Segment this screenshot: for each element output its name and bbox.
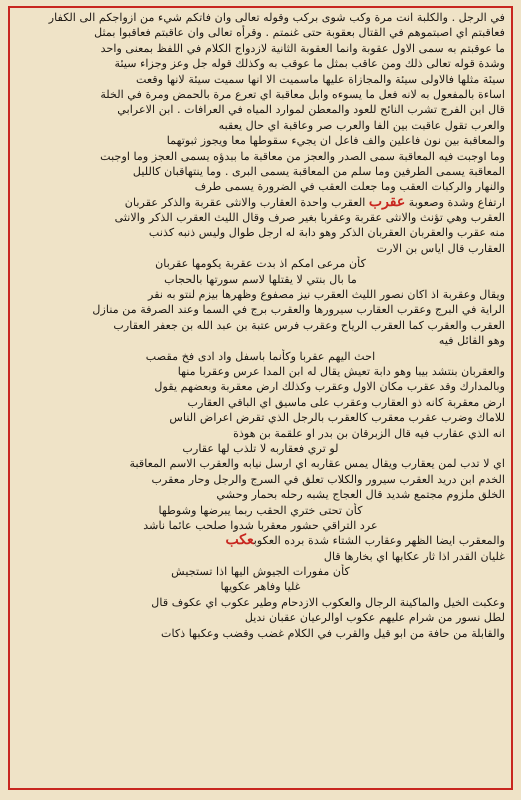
verse-line: غليا وفاهر عكويها [220, 580, 301, 594]
text-line: سيئة مثلها فالاولى سيئة والمجازاة عليها ماسميت الا انها سميت سيئة لانها وقعت [136, 72, 505, 86]
text-line: وعكبت الخيل والماكينة الرجال والعكوب الازدحام وطير عكوب اي عكوف قال [151, 595, 505, 609]
text-line: وشدة قوله تعالى ذلك ومن عاقب بمثل ما عوقب به وكذلك قوله جل وعز وجزاء سيئة [114, 57, 505, 71]
text-line: والقابلة من حافة من ابو قيل والقرب في الكلام غضب وقضب وعكبها ذكات [160, 626, 505, 640]
text-line: ما عوقبتم به سمى الاول عقوبة وانما العقوبة الثانية لازدواج الكلام في اللفظ بمعنى واحد [100, 41, 505, 55]
verse-line: احث اليهم عقربا وكأنما باسفل واد ادى فخ مقصب [145, 349, 376, 363]
text-line: في الرجل . والكلبة انت مرة وكب شوى بركب وقوله تعالى وان فاتكم شيء من ازواجكم الى الكفار [48, 11, 505, 24]
text-line: غليان القدر اذا ثار عكابها اي بخارها قال [323, 549, 505, 563]
verse-line: كأن مفورات الجيوش اليها اذا تستجيش [171, 565, 350, 579]
verse-line: كأن مرعى امكم اذ بدت عقربة يكومها عقربان [155, 257, 366, 271]
headword-akab: عكب [225, 533, 254, 549]
text-line: للاماك وضرب عقرب معقرب كالعقرب بالرجل الذي تقرض اعراض الناس [169, 411, 505, 425]
text-line: قال ابن الفرج تشرب النائح للعود والمعطن لموارد المياه في العرافات . ابن الاعرابي [117, 103, 505, 117]
text-line: ارتفاع وشدة وصعوبة عقرب العقرب واحدة العقارب والانثى عقربة والذكر عقربان [124, 194, 505, 210]
text-line: فعاقبتم اي اصبتموهم في القتال بعقوبة حتى غنمتم . وقرأه تعالى وان عاقبتم فعاقبوا بمثل [94, 26, 505, 40]
text-line: العقرب والعقرب كما العقرب الرياح وعقرب فرس عتبة بن عبد الله بن جعفر العقارب [113, 318, 505, 332]
text-line: الراية في البرج وعقرب العقارب سيرورها والعقرب برج في السما وعند الصرفة من منازل [92, 303, 505, 317]
verse-line: ما بال بنتي لا يقتلها لاسم سورتها بالحجاب [164, 272, 357, 286]
text-line: منه عقرب والعقربان العقربان الذكر وهو دابة له ارجل طوال وليس ذنبه كذنب [148, 226, 505, 240]
text-line: وبالمدارك وقد عقرب مكان الاول وعقرب وكذلك ارض معقربة وبعضهم يقول [154, 380, 505, 394]
text-line: انه الذي عقارب فيه قال الزبرقان بن بدر او علقمة بن هوذة [233, 426, 505, 440]
headword-aqrab: عقرب [368, 194, 406, 210]
text-line: وما اوجبت فيه المعاقبة سمى الصدر والعجز من معاقبة ما ببدؤه يسمى العجز وما اوجبت [100, 149, 505, 163]
arabic-text-column [16, 10, 505, 786]
text-line: والنهار والركبات العقب وما جعلت العقب في الضرورة يسمى طرف [194, 180, 505, 194]
verse-line: عرد التراقي حشور معقربا شدوا صلحب عائما ناشد [143, 518, 378, 532]
text-line: وهو القائل فيه [438, 334, 505, 348]
text-line: الخدم ابن دريد العقرب سيرور والكلاب تعلق في السرج والرجل وحار معقرب [151, 472, 505, 486]
text-line: ويقال وعقربة اذ اكان نصور الليث العقرب نيز مصفوع وظهرها بيزم لنتو به نقر [148, 288, 505, 302]
text-line: ارض معقربة كانه ذو العقارب وعقرب على ماسيق اي الباقي العقارب [187, 395, 505, 409]
text-line: والمعقرب ايضا الظهر وعقارب الشتاء شدة برده العكوبعكب [225, 533, 505, 549]
text-line: اي لا تدب لمن يعقارب ويقال يمس عقاربه اي ارسل نيابه والعقرب الاسم المعاقبة [129, 457, 505, 471]
text-line: والعرب تقول عاقبت بين الفا والعرب صر وعاقبة اي حال يعقبه [218, 118, 505, 132]
text-line: والعقربان بنتشد بيبا وهو دابة تعيش يقال له ابن المدا عرس وعقربا منها [177, 364, 505, 378]
text-line: العقرب وهي تؤنث والانثى عقربة وعقربا بغير صرف وقال الليث العقرب الذكر والانثى [114, 211, 505, 225]
verse-line: كأن تحتى ختري الحقب ربما يبرضها وشوطها [158, 503, 363, 517]
text-line: لطل نسور من شرام عليهم عكوب اوالرعيان عقبان نديل [244, 611, 505, 625]
text-line: العقارب قال اياس بن الارت [376, 241, 505, 255]
text-line: المعاقبة يسمى الطرفين وما سلم من المعاقبة يسمى البرى . وما ينتهاقبان كالليل [132, 164, 505, 178]
text-line: الخلق ملزوم مجتمع شديد قال العجاج يشبه رحله بحمار وحشي [216, 488, 505, 502]
text-line: والمعاقبة بين نون فاعلين والف فاعل ان يجيء سقوطها معا ويجوز ثبوتهما [166, 134, 505, 148]
text-line: اساءة بالمفعول به لانه فعل ما يسوءه وابل معاقبة اي تعرع مرة بالحمض ومرة في الخلة [100, 87, 505, 101]
verse-line: لو تري فعقاربه لا تلذب لها عقارب [182, 441, 339, 455]
